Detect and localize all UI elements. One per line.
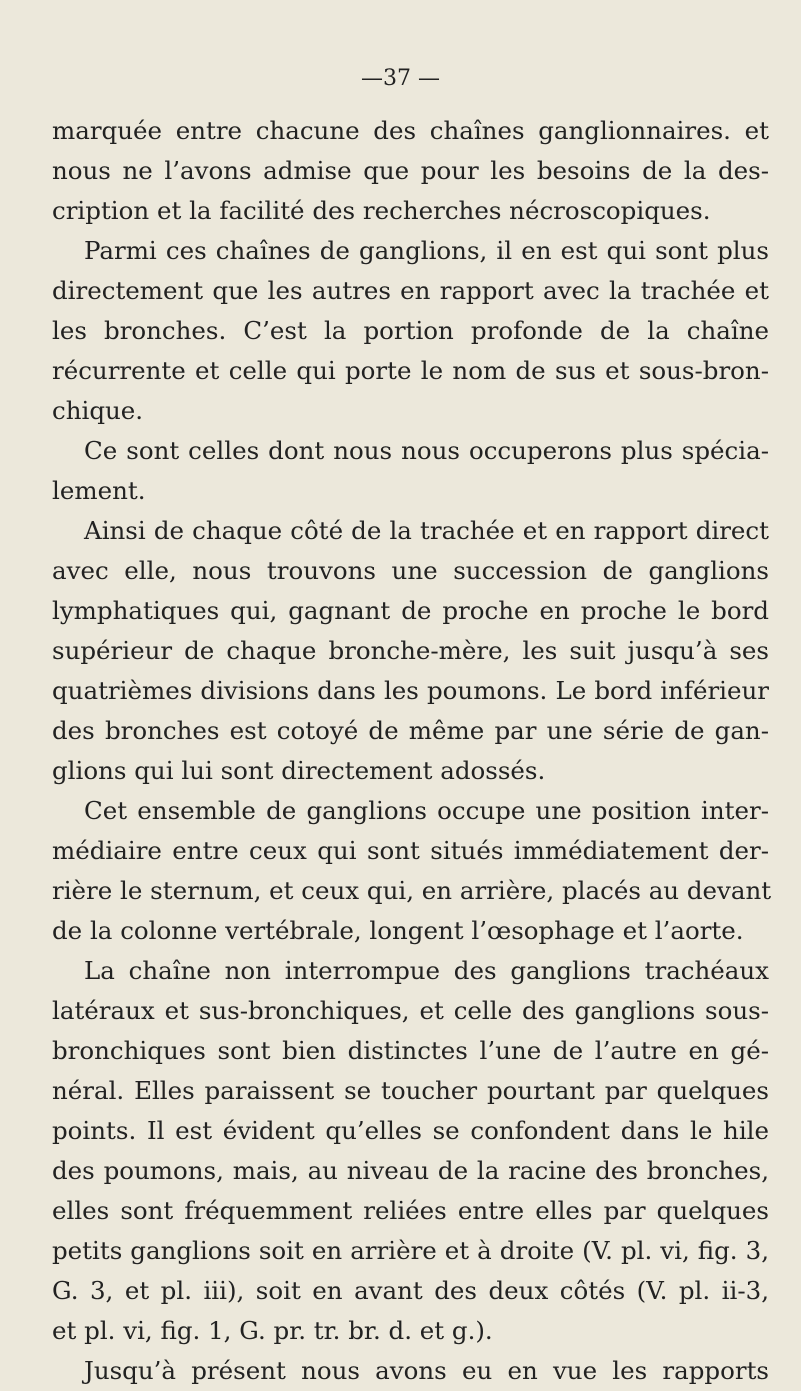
text-line: supérieur de chaque bronche-mère, les suit jusqu’à ses xyxy=(52,636,769,665)
text-line: des bronches est cotoyé de même par une série de gan- xyxy=(52,716,769,745)
text-line: La chaîne non interrompue des ganglions trachéaux xyxy=(84,956,769,985)
body-text xyxy=(52,111,772,1391)
text-line: marquée entre chacune des chaînes ganglionnaires. et xyxy=(52,116,769,145)
text-line: glions qui lui sont directement adossés. xyxy=(52,756,546,785)
page-number: —37 — xyxy=(361,66,440,91)
text-line: elles sont fréquemment reliées entre elles par quelques xyxy=(52,1196,769,1225)
text-line: lement. xyxy=(52,476,146,505)
text-line: points. Il est évident qu’elles se confondent dans le hile xyxy=(52,1116,769,1145)
text-line: avec elle, nous trouvons une succession de ganglions xyxy=(52,556,769,585)
text-line: cription et la facilité des recherches nécroscopiques. xyxy=(52,196,711,225)
text-line: les bronches. C’est la portion profonde de la chaîne xyxy=(52,316,769,345)
text-line: Ce sont celles dont nous nous occuperons plus spécia- xyxy=(84,436,769,465)
text-line: Ainsi de chaque côté de la trachée et en rapport direct xyxy=(84,516,769,545)
text-line: bronchiques sont bien distinctes l’une de l’autre en gé- xyxy=(52,1036,769,1065)
text-line: directement que les autres en rapport avec la trachée et xyxy=(52,276,769,305)
text-line: lymphatiques qui, gagnant de proche en proche le bord xyxy=(52,596,769,625)
text-line: quatrièmes divisions dans les poumons. Le bord inférieur xyxy=(52,676,769,705)
text-line: Cet ensemble de ganglions occupe une position inter- xyxy=(84,796,769,825)
text-line: latéraux et sus-bronchiques, et celle des ganglions sous- xyxy=(52,996,769,1025)
text-line: Jusqu’à présent nous avons eu en vue les rapports xyxy=(84,1356,769,1385)
text-line: de la colonne vertébrale, longent l’œsophage et l’aorte. xyxy=(52,916,744,945)
text-line: G. 3, et pl. iii), soit en avant des deux côtés (V. pl. ii-3, xyxy=(52,1276,769,1305)
text-line: nous ne l’avons admise que pour les besoins de la des- xyxy=(52,156,769,185)
text-line: petits ganglions soit en arrière et à droite (V. pl. vi, fig. 3, xyxy=(52,1236,769,1265)
text-line: médiaire entre ceux qui sont situés immédiatement der- xyxy=(52,836,769,865)
text-line: et pl. vi, fig. 1, G. pr. tr. br. d. et g.). xyxy=(52,1316,493,1345)
text-line: récurrente et celle qui porte le nom de sus et sous-bron- xyxy=(52,356,769,385)
text-line: Parmi ces chaînes de ganglions, il en est qui sont plus xyxy=(84,236,769,265)
text-line: chique. xyxy=(52,396,144,425)
text-line: des poumons, mais, au niveau de la racine des bronches, xyxy=(52,1156,769,1185)
text-line: rière le sternum, et ceux qui, en arrière, placés au devant xyxy=(52,876,772,905)
text-line: néral. Elles paraissent se toucher pourtant par quelques xyxy=(52,1076,769,1105)
